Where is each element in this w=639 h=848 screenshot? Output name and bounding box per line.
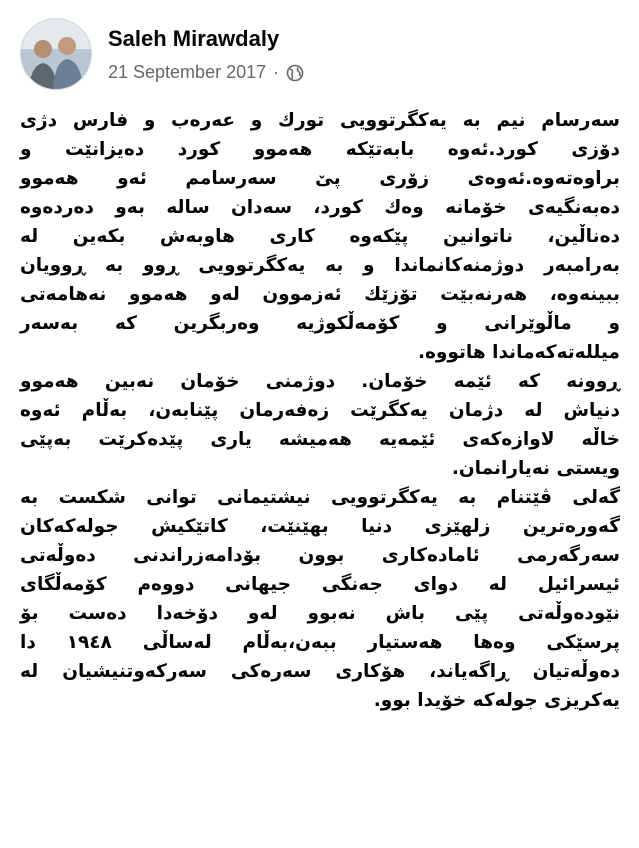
post-text-line: دەوڵەتیان ڕاگەیاند، هۆکاری سەرەکی سەرکەوتنیشیان لە [20,661,620,682]
post-text [20,106,620,715]
post-text-line: بەرامبەر دوژمنەکانماندا و بە یەکگرتوویی ڕوو بە ڕوویان [20,255,620,276]
post-text-line: ڕوونە کە ئێمە خۆمان. دوژمنی خۆمان نەبین هەموو [20,371,620,392]
post-header [20,18,620,92]
post-text-line: خاڵە لاوازەکەی ئێمەیە هەمیشە یاری پێدەکرێت بەپێی [20,429,620,450]
post-text-line: نێودەوڵەتی پێی باش نەبوو لەو دۆخەدا دەست بۆ [20,603,620,624]
post-date[interactable]: 21 September 2017 [108,62,267,82]
globe-icon[interactable] [286,64,304,82]
author-name[interactable]: Saleh Mirawdaly [108,26,280,51]
post-meta [108,62,304,83]
post-text-line: دەناڵین، ناتوانین پێکەوە کاری هاوبەش بکەین لە [20,226,620,247]
post-text-line: دەبەنگیەی خۆمانە وەك کورد، سەدان سالە بەو دەردەوە [20,197,620,218]
meta-separator: · [273,62,280,82]
post-text-line: سەرگەرمی ئامادەکاری بوون بۆدامەزراندنی دەوڵەتی [20,545,620,566]
post-text-line: میللەتەکەماندا هاتووە. [417,342,620,363]
avatar-photo [21,19,91,89]
author-avatar[interactable] [20,18,92,90]
post-text-line: گەلی ڤێتنام بە یەکگرتوویی نیشتیمانی توانی شکست بە [20,487,620,508]
post-text-line: دنیاش لە دژمان یەکگرێت زەفەرمان پێنابەن، بەڵام ئەوە [20,400,620,421]
post-text-line: دۆزی کورد.ئەوە بابەتێکە هەموو کورد دەیزانێت و [20,139,620,160]
post-text-line: ویستی نەیارانمان. [451,458,620,479]
post-text-line: و ماڵوێرانی و کۆمەڵکوژیە وەربگرین کە بەسەر [20,313,620,334]
post-text-line: سەرسام نیم بە یەکگرتوویی تورك و عەرەب و فارس دژی [20,110,620,131]
post-text-line: براوەتەوە.ئەوەی زۆری پێ سەرسامم ئەو هەموو [20,168,620,189]
post-text-line: ببینەوە، هەرنەبێت تۆزێك ئەزموون لەو هەموو نەهامەتی [20,284,620,305]
post-text-line: پرسێکی وەها هەستیار ببەن،بەڵام لەساڵی ١٩٤٨ دا [20,632,620,653]
post-text-line: یەکریزی جولەکە خۆیدا بوو. [373,690,620,711]
post-text-line: گەورەترین زلهێزی دنیا بهێنێت، کاتێکیش جولەکەکان [20,516,620,537]
post-text-line: ئیسرائیل لە دوای جەنگی جیهانی دووەم کۆمەڵگای [20,574,620,595]
